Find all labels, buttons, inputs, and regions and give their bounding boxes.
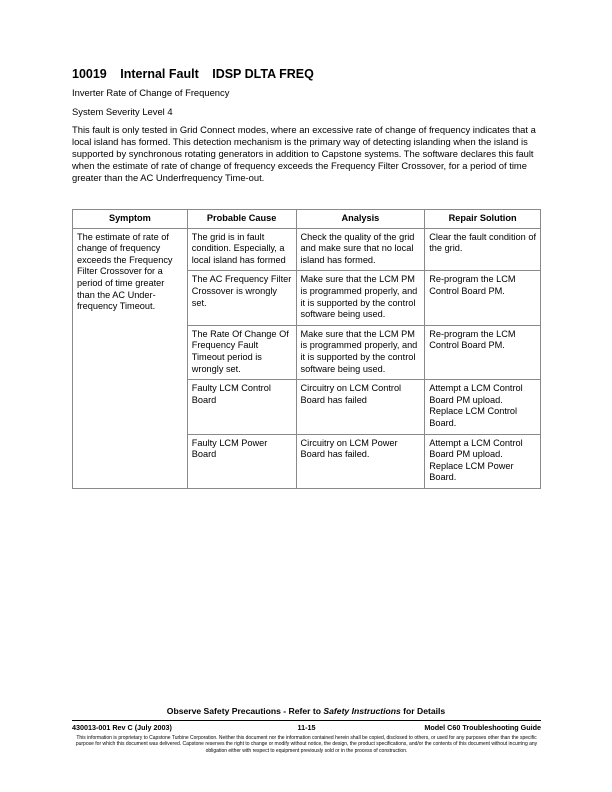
repair-cell: Re-program the LCM Control Board PM. (425, 325, 541, 379)
analysis-cell: Circuitry on LCM Control Board has failed (296, 380, 425, 434)
safety-prefix: Observe Safety Precautions - Refer to (166, 706, 324, 716)
table-row (73, 228, 541, 271)
symptom-cell: The estimate of rate of change of frequency exceeds the Frequency Filter Crossover for a period of time greater than the AC Under-frequency Timeout. (73, 228, 188, 488)
analysis-cell: Check the quality of the grid and make sure that no local island has formed. (296, 228, 425, 271)
fault-code: 10019 (72, 67, 107, 81)
header-repair-solution: Repair Solution (425, 210, 541, 229)
page-number: 11-15 (297, 723, 316, 732)
safety-instructions-ref: Safety Instructions (323, 706, 401, 716)
cause-cell: The Rate Of Change Of Frequency Fault Timeout period is wrongly set. (187, 325, 296, 379)
repair-cell: Clear the fault condition of the grid. (425, 228, 541, 271)
doc-number: 430013-001 Rev C (July 2003) (72, 723, 172, 732)
header-probable-cause: Probable Cause (187, 210, 296, 229)
analysis-cell: Make sure that the LCM PM is programmed properly, and it is supported by the control software being used. (296, 325, 425, 379)
fault-name: Internal Fault (120, 67, 199, 81)
footer-divider (72, 720, 541, 721)
repair-cell: Re-program the LCM Control Board PM. (425, 271, 541, 325)
repair-cell: Attempt a LCM Control Board PM upload. Replace LCM Control Board. (425, 380, 541, 434)
header-symptom: Symptom (73, 210, 188, 229)
table-header-row (73, 210, 541, 229)
cause-cell: Faulty LCM Power Board (187, 434, 296, 488)
analysis-cell: Circuitry on LCM Power Board has failed. (296, 434, 425, 488)
header-analysis: Analysis (296, 210, 425, 229)
safety-notice (0, 706, 612, 716)
footer (72, 723, 541, 733)
safety-suffix: for Details (400, 706, 446, 716)
guide-title: Model C60 Troubleshooting Guide (424, 723, 541, 732)
analysis-cell: Make sure that the LCM PM is programmed properly, and it is supported by the control software being used. (296, 271, 425, 325)
fault-id: IDSP DLTA FREQ (212, 67, 314, 81)
cause-cell: The grid is in fault condition. Especially, a local island has formed (187, 228, 296, 271)
troubleshooting-table (72, 209, 541, 489)
cause-cell: The AC Frequency Filter Crossover is wrongly set. (187, 271, 296, 325)
fault-subtitle: Inverter Rate of Change of Frequency (72, 87, 230, 98)
fault-heading (72, 67, 324, 81)
fault-description: This fault is only tested in Grid Connect modes, where an excessive rate of change of frequency indicates that a local island has formed. This detection mechanism is the primary way of detecting islanding when the island is supported by synchronous rotating generators in addition to Capstone systems. The software declares this fault when the estimate of rate of change of frequency exceeds the Frequency Filter Crossover, for a period of time greater than the AC Underfrequency Time-out. (72, 124, 536, 183)
cause-cell: Faulty LCM Control Board (187, 380, 296, 434)
repair-cell: Attempt a LCM Control Board PM upload. Replace LCM Power Board. (425, 434, 541, 488)
proprietary-disclaimer: This information is proprietary to Capstone Turbine Corporation. Neither this document nor the information contained herein shall be copied, disclosed to others, or used for any purposes other than the specific purpose for which this document was delivered. Capstone reserves the right to change or modify without notice, the design, the product specifications, and/or the contents of this document without incurring any obligation either with respect to equipment previously sold or in the process of construction. (75, 735, 538, 754)
severity-level: System Severity Level 4 (72, 106, 173, 117)
